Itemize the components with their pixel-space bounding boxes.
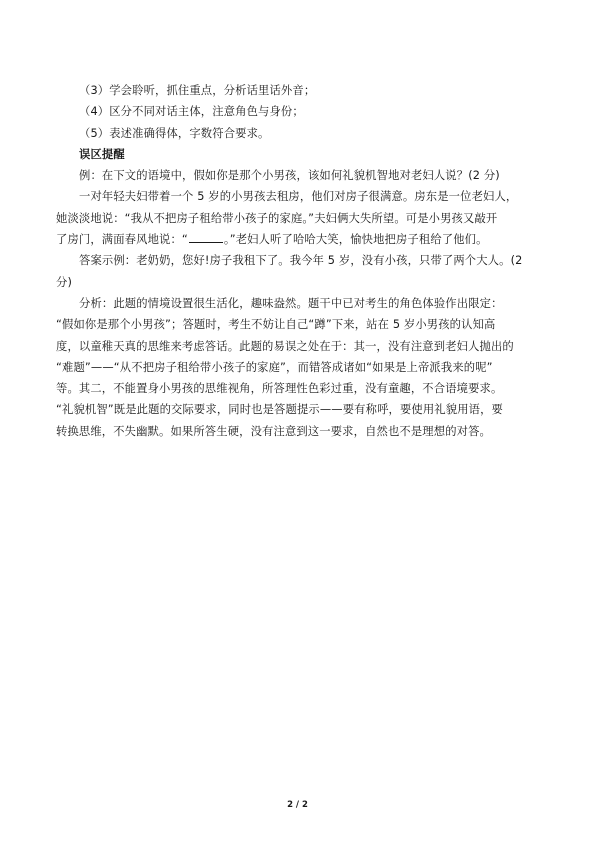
analysis-line-2: “假如你是那个小男孩”；答题时，考生不妨让自己“蹲”下来，站在 5 岁小男孩的认知高 <box>56 318 496 332</box>
passage-line-3 <box>56 229 540 250</box>
section-heading: 误区提醒 <box>79 147 125 161</box>
analysis-line-1: 分析：此题的情境设置很生活化，趣味盎然。题干中已对考生的角色体验作出限定： <box>79 296 503 310</box>
list-item-5: （5）表述准确得体，字数符合要求。 <box>79 126 270 140</box>
passage-line-3-start: 了房门，满面春风地说：“ <box>56 233 188 247</box>
analysis-line-5: 等。其二，不能置身小男孩的思维视角，所答理性色彩过重，没有童趣，不合语境要求。 <box>56 382 503 396</box>
list-item-4: （4）区分不同对话主体，注意角色与身份； <box>79 105 304 119</box>
passage-line-1: 一对年轻夫妇带着一个 5 岁的小男孩去租房，他们对房子很满意。房东是一位老妇人， <box>79 190 518 204</box>
passage-line-2: 她淡淡地说：“我从不把房子租给带小孩子的家庭。”夫妇俩大失所望。可是小男孩又敲开 <box>56 211 498 225</box>
page-number: 2 / 2 <box>287 800 308 810</box>
analysis-line-7: 转换思维，不失幽默。如果所答生硬，没有注意到这一要求，自然也不是理想的对答。 <box>56 424 491 438</box>
list-item-3: （3）学会聆听，抓住重点，分析话里话外音； <box>79 84 316 97</box>
answer-example-line-1: 答案示例：老奶奶，您好!房子我租下了。我今年 5 岁，没有小孩，只带了两个大人。(2 <box>79 254 523 268</box>
analysis-line-4: “难题”——“从不把房子租给带小孩子的家庭”，而错答成诸如“如果是上帝派我来的呢” <box>56 360 493 374</box>
passage-line-3-end: 。”老妇人听了哈哈大笑，愉快地把房子租给了他们。 <box>223 233 488 247</box>
analysis-line-6: “礼貌机智”既是此题的交际要求，同时也是答题提示——要有称呼，要使用礼貌用语，要 <box>56 403 503 417</box>
example-question: 例：在下文的语境中，假如你是那个小男孩，该如何礼貌机智地对老妇人说？(2 分) <box>79 169 500 183</box>
answer-blank <box>189 231 223 243</box>
answer-example-line-2: 分) <box>56 275 73 289</box>
analysis-line-3: 度，以童稚天真的思维来考虑答话。此题的易误之处在于：其一，没有注意到老妇人抛出的 <box>56 339 514 353</box>
document-body <box>56 80 540 442</box>
